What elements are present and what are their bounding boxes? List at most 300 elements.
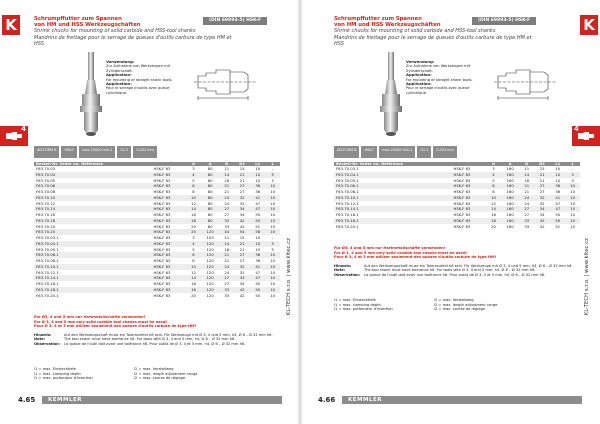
table-cell: 10 <box>570 200 576 206</box>
table-cell: 80 <box>207 212 213 218</box>
brand-name: KEMMLER <box>48 397 82 403</box>
table-cell: 54 <box>234 229 250 235</box>
table-cell: HSK-F 63 <box>153 258 171 264</box>
table-cell: 160 <box>506 200 514 206</box>
table-cell: 36 <box>255 258 261 264</box>
table-cell: 21 <box>234 241 250 247</box>
table-cell: 3 <box>492 166 495 172</box>
order-number-cell: F63.70.14 <box>34 206 151 212</box>
table-cell: 5 <box>192 177 195 183</box>
table-cell: 80 <box>201 218 220 224</box>
table-cell: HSK-F 63 <box>153 269 171 275</box>
table-cell: 10 <box>250 241 265 247</box>
table-cell: HSK-F 63 <box>153 235 171 241</box>
table-cell: 5 <box>192 246 195 252</box>
table-cell: 15 <box>539 166 545 172</box>
brand-bar <box>42 396 282 404</box>
note-text: Auf den Werkzeugschaft muss ein Toleranzfeld h6 sein. Für Werkzeuge mit Ø 3, 4 und 5 mm, h4, Ø 6 – Ø 32 mm h6. <box>64 332 273 337</box>
table-cell: 58 <box>250 229 265 235</box>
table-cell: 41 <box>250 264 265 270</box>
table-cell: 47 <box>250 206 265 212</box>
table-cell: HSK-F 63 <box>151 218 186 224</box>
table-cell: 33 <box>524 223 530 229</box>
note-label: Hinweis: <box>334 263 352 268</box>
note-label: Observation: <box>334 272 361 277</box>
table-cell: – <box>571 166 574 172</box>
attribute-badge: AD-FORM B <box>34 146 59 158</box>
table-cell: – <box>271 235 274 241</box>
table-cell: 160 <box>501 218 520 224</box>
order-number-cell: F63.70.04.1 <box>334 172 451 178</box>
chapter-tab <box>0 126 28 146</box>
table-cell: 42 <box>239 223 245 229</box>
table-cell: 32 <box>234 195 250 201</box>
table-cell: 27 <box>539 189 545 195</box>
legend-item: l1 = max. Einstecktiefe <box>34 367 76 372</box>
table-cell: 5 <box>265 172 280 178</box>
description-fr: Mandrins de frettage pour le serrage de queues d'outils carbure de type HM et HSS <box>34 34 232 47</box>
table-cell: 27 <box>219 206 234 212</box>
table-cell: 50 <box>250 218 265 224</box>
table-cell: 120 <box>201 287 220 293</box>
din-standard-badge: (DIN 69893-5) HSK-F <box>472 17 536 25</box>
product-table <box>334 162 580 229</box>
table-cell: 5 <box>265 241 280 247</box>
kemmler-k-logo: K <box>2 15 20 35</box>
column-header: d <box>486 162 501 166</box>
application-text: For mounting of straight shank tools. <box>106 77 173 82</box>
table-cell: 10 <box>186 195 201 201</box>
table-cell: 3 <box>192 235 195 241</box>
table-cell: 4 <box>186 172 201 178</box>
legend-item: l2 = max. course de réglage <box>434 307 486 312</box>
table-cell: HSK-F 63 <box>153 189 171 195</box>
table-row <box>34 293 280 299</box>
table-cell: 80 <box>201 195 220 201</box>
table-cell: 10 <box>265 195 280 201</box>
order-number-cell: F63.70.12 <box>36 200 56 206</box>
table-cell: 21 <box>524 189 530 195</box>
table-cell: 120 <box>201 264 220 270</box>
table-cell: 42 <box>234 218 250 224</box>
legend-item: l2 = max. Verstellweg <box>434 298 474 303</box>
legend-item: l1 = max. Einstecktiefe <box>334 298 376 303</box>
table-cell: 5 <box>571 177 574 183</box>
note-text: The tool shank must have tolerance h6. For tools with Ø 3, 4 and 5 mm, h4, Ø 6 – Ø 32 mm h6. <box>364 268 536 273</box>
column-header: D <box>219 162 234 166</box>
table-cell: 50 <box>250 287 265 293</box>
table-cell: 33 <box>224 292 230 298</box>
table-cell: 42 <box>234 287 250 293</box>
notes-block <box>34 315 284 346</box>
product-table <box>34 162 280 298</box>
application-fr-label: Application: <box>406 81 432 87</box>
table-cell: 160 <box>506 189 514 195</box>
order-number-cell: F63.70.04.1 <box>34 241 151 247</box>
application-fr-text: Pour le serrage d'outils avec queue cylindrique. <box>406 86 470 95</box>
table-cell: HSK-F 63 <box>151 172 186 178</box>
table-cell: 10 <box>255 166 261 172</box>
table-cell: 160 <box>506 177 514 183</box>
table-cell: 10 <box>270 200 276 206</box>
table-cell: HSK-F 63 <box>151 206 186 212</box>
order-number-cell: F63.70.20.1 <box>336 223 359 229</box>
table-cell: 12 <box>491 200 496 206</box>
attribute-badge: max 25000 min-1 <box>79 146 115 158</box>
page-title-line-2: von HM und HSS Werkzeugschäften <box>34 22 141 29</box>
warning-text: Pour Ø 3, 4 et 5 mm utiliser seulement des queues d'outils carbure de type HM! <box>34 324 197 329</box>
verwendung-label: Verwendung: <box>406 59 435 64</box>
table-cell: HSK-F 63 <box>153 166 171 172</box>
table-cell: HSK-F 63 <box>153 177 171 183</box>
table-cell: 11 <box>224 235 230 241</box>
order-number-cell: F63.70.03 <box>36 166 56 172</box>
table-cell: 10 <box>270 258 276 264</box>
description-fr: Mandrins de frettage pour le serrage de queues d'outils carbure de type HM et HSS <box>334 34 532 47</box>
legend-item: l2 = max. Verstellweg <box>134 367 174 372</box>
table-cell: 21 <box>219 183 234 189</box>
order-number-cell: F63.70.12.1 <box>36 269 59 275</box>
table-cell: 10 <box>265 229 280 235</box>
table-cell: 80 <box>207 200 213 206</box>
warning-text: Für Ø3, 4 und 5 mm nur Hartmetallschäfte verwenden! <box>34 315 146 320</box>
table-cell: 120 <box>206 281 214 287</box>
order-number-cell: F63.70.16.1 <box>336 212 359 218</box>
table-cell: 50 <box>255 292 261 298</box>
order-number-cell: F63.70.06.1 <box>334 183 451 189</box>
dimension-legend <box>334 298 534 312</box>
attribute-badge: 0.003 mm <box>433 146 456 158</box>
order-number-cell: F63.70.08.1 <box>36 258 59 264</box>
table-cell: 34 <box>239 281 245 287</box>
order-number-cell: F63.70.08.1 <box>336 189 359 195</box>
order-number-cell: F63.70.05.1 <box>336 177 359 183</box>
table-cell: 120 <box>206 258 214 264</box>
order-number-cell: F63.70.14.1 <box>334 206 451 212</box>
usage-notes <box>106 60 186 95</box>
page-title-line-2: von HM und HSS Werkzeugschäften <box>334 22 441 29</box>
table-cell: HSK-F 63 <box>153 292 171 298</box>
table-cell: 42 <box>539 223 545 229</box>
table-cell: 14 <box>219 241 234 247</box>
table-cell: 27 <box>519 206 534 212</box>
application-label: Application: <box>106 72 132 78</box>
table-cell: 21 <box>224 189 230 195</box>
table-cell: 10 <box>265 264 280 270</box>
order-number-cell: F63.70.14.1 <box>34 275 151 281</box>
table-cell: 10 <box>255 246 261 252</box>
table-cell: 16 <box>224 246 230 252</box>
application-label: Application: <box>406 72 432 78</box>
table-cell: 160 <box>501 206 520 212</box>
order-number-cell: F63.70.05 <box>36 177 56 183</box>
table-cell: 27 <box>239 258 245 264</box>
note-label: Note: <box>334 268 346 273</box>
table-cell: 51 <box>255 223 261 229</box>
table-cell: 32 <box>239 269 245 275</box>
table-cell: 10 <box>186 264 201 270</box>
table-cell: 80 <box>201 183 220 189</box>
page-number: 4.66 <box>318 396 336 404</box>
note-text: La queue de l'outil doit avoir une tolérance h6. Pour outils de Ø 3, 4 et 5 mm, h4, Ø 6 – Ø 32 mm h6. <box>364 272 546 277</box>
table-cell: 10 <box>255 177 261 183</box>
table-cell: 120 <box>206 269 214 275</box>
table-cell: HSK-F 63 <box>451 218 486 224</box>
order-number-cell: F63.70.16 <box>36 212 56 218</box>
legend-item: l2 = max. length adjustment range <box>134 371 198 376</box>
table-cell: 42 <box>239 292 245 298</box>
table-cell: 24 <box>224 200 230 206</box>
table-cell: 120 <box>201 229 220 235</box>
table-cell: 160 <box>501 195 520 201</box>
attribute-badge: HSK-F <box>61 146 77 158</box>
table-cell: 33 <box>519 218 534 224</box>
note-text: La queue de l'outil doit avoir une tolérance h6. Pour outils de Ø 3, 4 et 5 mm, h4, Ø 6 – Ø 32 mm h6. <box>64 341 246 346</box>
order-number-cell: F63.70.12.1 <box>336 200 359 206</box>
order-number-cell: F63.70.03.1 <box>336 166 359 172</box>
table-cell: HSK-F 63 <box>151 195 186 201</box>
din-standard-badge: (DIN 69893-5) HSK-F <box>203 17 267 25</box>
table-cell: 32 <box>534 195 550 201</box>
order-number-cell: F63.70.03.1 <box>36 235 59 241</box>
table-cell: 6 <box>486 183 501 189</box>
table-cell: 12 <box>191 200 196 206</box>
note-label: Note: <box>34 337 46 342</box>
legend-item: l1 = max. profondeur d'insertion <box>34 376 93 381</box>
table-cell: 47 <box>555 200 561 206</box>
table-cell: 10 <box>270 212 276 218</box>
page-number: 4.65 <box>18 396 36 404</box>
table-cell: 160 <box>501 183 520 189</box>
warning-text: For Ø 3, 4 and 5 mm only solid carbide tool shanks must be used! <box>34 319 168 324</box>
table-cell: 6 <box>186 183 201 189</box>
table-cell: 16 <box>191 281 196 287</box>
table-cell: 32 <box>239 200 245 206</box>
table-cell: 80 <box>207 189 213 195</box>
table-cell: HSK-F 63 <box>451 206 486 212</box>
table-cell: 18 <box>186 218 201 224</box>
column-header: L1 <box>250 162 265 166</box>
attribute-bar <box>334 146 580 158</box>
table-cell: 18 <box>486 218 501 224</box>
order-number-cell: F63.70.10 <box>34 195 151 201</box>
table-cell: HSK-F 63 <box>451 195 486 201</box>
page-footer <box>318 394 582 406</box>
table-cell: HSK-F 63 <box>453 177 471 183</box>
table-cell: 47 <box>250 275 265 281</box>
table-cell: HSK-F 63 <box>151 264 186 270</box>
table-cell: HSK-F 63 <box>153 281 171 287</box>
usage-notes <box>406 60 486 95</box>
table-cell: HSK-F 63 <box>451 172 486 178</box>
table-cell: 27 <box>234 252 250 258</box>
table-cell: 80 <box>207 166 213 172</box>
table-cell: 18 <box>186 287 201 293</box>
table-cell: 24 <box>224 269 230 275</box>
table-cell: 10 <box>570 212 576 218</box>
table-cell: 160 <box>506 166 514 172</box>
table-cell: 10 <box>555 166 561 172</box>
brand-name: KEMMLER <box>348 397 382 403</box>
table-cell: 15 <box>239 166 245 172</box>
table-cell: 10 <box>565 195 580 201</box>
table-cell: HSK-F 63 <box>453 223 471 229</box>
table-cell: 21 <box>239 177 245 183</box>
table-cell: 10 <box>250 172 265 178</box>
table-cell: 10 <box>265 287 280 293</box>
table-cell: 33 <box>219 287 234 293</box>
table-cell: 21 <box>234 172 250 178</box>
dimension-legend <box>34 367 234 381</box>
table-cell: 4 <box>186 241 201 247</box>
table-cell: 50 <box>550 218 565 224</box>
table-cell: 10 <box>270 223 276 229</box>
table-cell: 21 <box>519 183 534 189</box>
table-cell: 10 <box>570 189 576 195</box>
attribute-bar <box>34 146 280 158</box>
table-cell: 10 <box>486 195 501 201</box>
table-cell: 47 <box>550 206 565 212</box>
table-cell: 27 <box>234 183 250 189</box>
legend-item: l1 = max. clamping depth <box>334 302 381 307</box>
order-number-cell: F63.70.10.1 <box>334 195 451 201</box>
table-cell: HSK-F 63 <box>453 166 471 172</box>
note-row <box>34 342 284 347</box>
chuck-icon <box>577 130 595 142</box>
attribute-badge: G2.5 <box>117 146 131 158</box>
table-cell: 8 <box>492 189 495 195</box>
table-cell: 10 <box>555 177 561 183</box>
application-fr-label: Application: <box>106 81 132 87</box>
page-title-line-1: Schrumpffutter zum Spannen <box>34 16 122 22</box>
table-cell: 10 <box>270 189 276 195</box>
table-cell: 21 <box>239 246 245 252</box>
table-cell: 5 <box>271 177 274 183</box>
table-cell: 41 <box>250 195 265 201</box>
table-cell: 160 <box>501 172 520 178</box>
table-cell: 3 <box>192 166 195 172</box>
table-cell: 16 <box>524 177 530 183</box>
table-cell: HSK-F 63 <box>153 212 171 218</box>
table-cell: – <box>271 166 274 172</box>
legend-item: l2 = max. length adjustment range <box>434 302 498 307</box>
table-cell: 34 <box>234 275 250 281</box>
note-label: Observation: <box>34 341 61 346</box>
table-cell: 24 <box>524 200 530 206</box>
table-cell: 10 <box>265 206 280 212</box>
technical-drawing <box>194 62 258 102</box>
table-cell: 10 <box>265 218 280 224</box>
page-gutter <box>297 0 303 424</box>
table-cell: 120 <box>201 275 220 281</box>
chapter-number: 4 <box>574 125 579 133</box>
attribute-badge: AD-FORM B <box>334 146 359 158</box>
table-cell: 36 <box>250 252 265 258</box>
legend-item: l1 = max. profondeur d'insertion <box>334 307 393 312</box>
table-cell: 27 <box>524 212 530 218</box>
order-number-cell: F63.70.20.1 <box>36 292 59 298</box>
table-cell: 10 <box>550 172 565 178</box>
table-cell: HSK-F 63 <box>151 183 186 189</box>
table-cell: 12 <box>191 269 196 275</box>
table-cell: HSK-F 63 <box>153 223 171 229</box>
verwendung-text: Zur Aufnahme von Werkzeugen mit Zylinderschaft. <box>406 64 471 73</box>
table-cell: 21 <box>219 252 234 258</box>
table-cell: 36 <box>250 183 265 189</box>
warning-text: Für Ø3, 4 und 5 mm nur Hartmetallschäfte verwenden! <box>334 246 446 251</box>
page-title-line-1: Schrumpffutter zum Spannen <box>334 16 422 22</box>
order-number-cell: F63.70.25 <box>34 229 151 235</box>
note-label: Hinweis: <box>34 332 52 337</box>
application-text: For mounting of straight shank tools. <box>406 77 473 82</box>
table-cell: 25 <box>186 229 201 235</box>
column-header: A <box>501 162 520 166</box>
legend-item: l2 = max. course de réglage <box>134 376 186 381</box>
table-cell: 50 <box>555 212 561 218</box>
description-en: Shrink chucks for mounting of solid carbide and HSS-tool shanks <box>34 28 196 35</box>
table-cell: 36 <box>555 189 561 195</box>
table-cell: 160 <box>506 212 514 218</box>
table-cell: 14 <box>486 206 501 212</box>
table-cell: 50 <box>255 212 261 218</box>
table-cell: 36 <box>255 189 261 195</box>
table-cell: 20 <box>191 223 196 229</box>
vertical-company-text: KL-TECH s.r.o. | www.kltec.cz <box>584 238 590 316</box>
column-header: A <box>201 162 220 166</box>
column-header: L <box>265 162 280 166</box>
note-row <box>334 273 584 278</box>
table-cell: 16 <box>191 212 196 218</box>
table-cell: 10 <box>265 252 280 258</box>
note-text: Auf den Werkzeugschaft muss ein Toleranzfeld h6 sein. Für Werkzeuge mit Ø 3, 4 und 5 mm, h4, Ø 6 – Ø 32 mm h6. <box>364 263 573 268</box>
column-header: L <box>565 162 580 166</box>
table-cell: 80 <box>201 206 220 212</box>
table-cell: 5 <box>565 172 580 178</box>
table-cell: 5 <box>492 177 495 183</box>
table-cell: HSK-F 63 <box>451 183 486 189</box>
order-number-cell: F63.70.20 <box>36 223 56 229</box>
order-number-cell: F63.70.18.1 <box>34 287 151 293</box>
table-cell: 34 <box>234 206 250 212</box>
table-cell: HSK-F 63 <box>453 189 471 195</box>
table-cell: 42 <box>534 218 550 224</box>
table-cell: 33 <box>219 218 234 224</box>
table-cell: HSK-F 63 <box>151 241 186 247</box>
column-header: Bestell-Nr. Order no. Référence <box>334 162 451 166</box>
table-cell: 21 <box>534 172 550 178</box>
table-cell: 6 <box>186 252 201 258</box>
shrink-chuck-photo <box>378 52 404 138</box>
table-cell: 10 <box>255 235 261 241</box>
table-cell: 80 <box>207 223 213 229</box>
note-text: The tool shank must have tolerance h6. For tools with Ø 3, 4 and 5 mm, h4, Ø 6 – Ø 32 mm h6. <box>64 337 236 342</box>
description-en: Shrink chucks for mounting of solid carbide and HSS-tool shanks <box>334 28 496 35</box>
table-cell: 41 <box>550 195 565 201</box>
table-cell: 11 <box>524 166 530 172</box>
table-cell: 15 <box>239 235 245 241</box>
table-cell: 36 <box>550 183 565 189</box>
table-cell: 51 <box>555 223 561 229</box>
table-cell: 120 <box>206 235 214 241</box>
table-cell: 10 <box>265 183 280 189</box>
table-cell: 120 <box>206 292 214 298</box>
table-cell: HSK-F 63 <box>151 252 186 258</box>
shrink-chuck-photo <box>78 52 104 138</box>
table-cell: 10 <box>565 183 580 189</box>
technical-drawing <box>494 62 558 102</box>
table-cell: HSK-F 63 <box>453 200 471 206</box>
table-cell: 21 <box>539 177 545 183</box>
